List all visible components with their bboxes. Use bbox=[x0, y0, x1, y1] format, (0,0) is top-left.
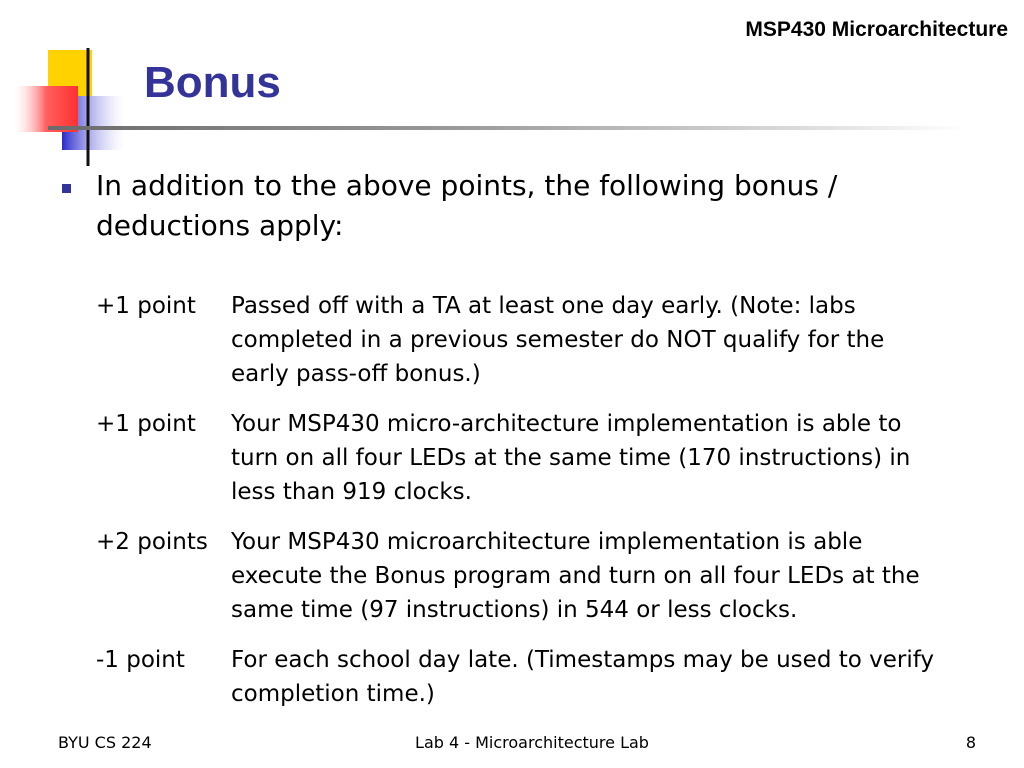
title-underline bbox=[48, 126, 968, 130]
bonus-rules-list bbox=[96, 289, 956, 727]
rule-points: +1 point bbox=[96, 411, 196, 437]
slide-title: Bonus bbox=[144, 58, 281, 107]
footer-course: BYU CS 224 bbox=[58, 733, 152, 752]
rule-points: +1 point bbox=[96, 293, 196, 319]
rule-description: Passed off with a TA at least one day early. (Note: labs completed in a previous semester do NOT qualify for the early pass-off bonus.) bbox=[231, 293, 885, 387]
rule-row bbox=[96, 407, 956, 509]
rule-points: -1 point bbox=[96, 647, 185, 673]
bullet-square-icon bbox=[62, 184, 71, 193]
rule-row bbox=[96, 643, 956, 711]
course-title: MSP430 Microarchitecture bbox=[745, 18, 1008, 41]
rule-points: +2 points bbox=[96, 529, 208, 555]
slide-number: 8 bbox=[965, 733, 976, 752]
footer-lab-title: Lab 4 - Microarchitecture Lab bbox=[415, 733, 649, 752]
title-decoration bbox=[0, 0, 140, 170]
rule-description: Your MSP430 microarchitecture implementation is able execute the Bonus program and turn on all four LEDs at the same time (97 instructions) in 544 or less clocks. bbox=[231, 529, 920, 623]
rule-description: For each school day late. (Timestamps may be used to verify completion time.) bbox=[231, 647, 935, 707]
rule-description: Your MSP430 micro-architecture implementation is able to turn on all four LEDs at the same time (170 instructions) in less than 919 clocks. bbox=[231, 411, 911, 505]
rule-row bbox=[96, 525, 956, 627]
rule-row bbox=[96, 289, 956, 391]
bullet-text: In addition to the above points, the following bonus / deductions apply: bbox=[96, 169, 838, 242]
